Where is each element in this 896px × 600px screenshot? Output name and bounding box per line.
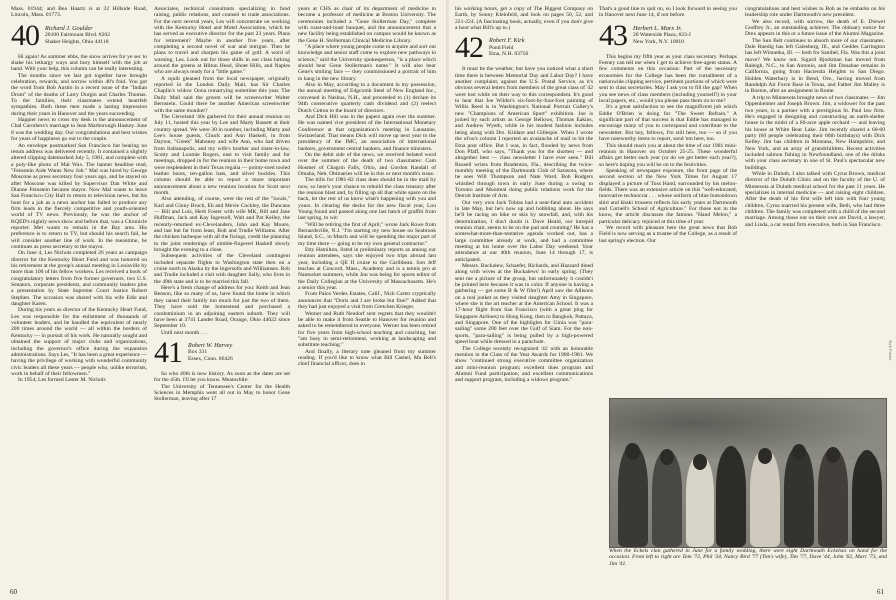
secretary-name: Robert W. Harvey xyxy=(188,341,233,349)
paragraph: Our very own Jack Tobias had a near-fatal auto accident in late May, but he's now up and hobbling about. He says he'll be racing on bike or skis by snowfall, and, with his determination, I don't doubt it. Dave Heald, our intrepid reunion chair, seems to be on the pad and counting? He has a somewhat-more-than-tentative agenda worked out, has a large committee already at work, and had a committee meeting at his home over the Labor Day weekend. Your attendance at our 40th reunion, June 14 through 17, is anticipated. xyxy=(455,199,593,263)
paragraph: An envelope postmarked San Francisco but bearing no return address was delivered recently. It contained a slightly altered clipping datemarked July 5, 1981, and complete with a poly-like photo of Mal Wax. The banner headline read, "Feinstein Aide Wants New Job." Mal was hired by George Moscone as press secretary four years ago, and he stayed on after Moscone was killed by Supervisor Dan White and Dianne Feinstein became mayor. Now Mal wants to leave San Francisco City Hall to return to television news, but his hunt for a job as a news anchor has failed to produce any firm leads in the fiercely competitive and youth-oriented world of TV news. Previously, he was the anchor of KQED's nightly news show and before that, was a Chronicle reporter. Mel wants to remain in the Bay area. His preference is to return to TV, but should his search fail, he will consider another line of work. In the meantime, he continues as press secretary to the mayor. xyxy=(11,142,147,250)
paragraph: That's a good line to quit on, so I look forward to seeing you in Hanover next June 14, if not before. xyxy=(599,6,737,19)
paragraph: Hi again! As summer ebbs, the snow arrives for ye sec to shake his lethargy ways and bury himself with the job at hand. With your help, this column can be really interesting. xyxy=(11,53,147,73)
left-page xyxy=(0,0,447,600)
photo-credit: Jack Foster xyxy=(888,340,893,361)
class-43-header xyxy=(599,18,737,52)
address-line: 20100 Fairmount Blvd. #202 xyxy=(45,32,110,39)
class-39-tail: Mass. 01944; and Bea Haartz is at 32 Hillside Road, Lincoln, Mass. 01773. xyxy=(11,6,147,19)
paragraph: This should reach you at about the time of our 1981 mini-reunion in Hanover on October 25-25. These wonderful affairs get better each year (or do we get better each year?), so here's hoping you will be on to the festivities. xyxy=(599,142,737,168)
address-line: Shaker Heights, Ohio 44118 xyxy=(45,38,109,45)
paragraph: We also record, with sorrow, the death of E. Drewel Godfrey Jr., an outstanding achiever. The obituary notice for Drex appears in this or a future issue of the Alumni Magazine. xyxy=(745,18,885,38)
paragraph: Here's a fresh change of address for you: Keith and Jean Benson, like so many of us, have found the home in which they raised their family too much for just the two of them. They have sold the homestead and purchased a condominium in an adjoining eastern suburb. They will have been at 3741 Lander Road, Orange, Ohio 44022 since September 10. xyxy=(154,285,290,330)
paragraph: Werner and Ruth Neudorf sent regrets that they wouldn't be able to make it from Seattle to Hanover for reunion and asked to be remembered to everyone. Werner has been retired for five years from high-school teaching and coaching, but "am busy in semi-retirement, working at landscaping and substitute teaching." xyxy=(298,310,436,349)
address-line: Pond Field xyxy=(489,44,514,51)
paragraph: It must be the weather, but have you noticed what a short time there is between Memorial Day and Labor Day? I have another complaint, against the U.S. Postal Service, as it's obvious several letters from members of the great class of '42 were lost while on their way to this correspondent. It's good to hear that Joe Wilder's six-foot-by-four-foot painting of Willis Reed is in Washington's National Portrait Gallery's new "Champions of American Sport" exhibition. Joe is joined by such artists as George Bellows, Thomas Eakins, and Andrew Wyeth, while in his modest fashion includes being along with Drs. Kildare and Gillespie. When I wrote the ol'ou's column I reported an avalanche of mail to hit the Etna post office. But I was, in fact, flooded by news from Don Pfaff, who says, "Thank you for the shortest — and altogether best — class newsletter I have ever seen." Bill Russell writes from Bradenton, Fla., describing the twice-monthly meeting of the Dartmouth Club of Sarasota, where he sees Will Thompson and Nate Ward. Bob Rodgers whistled through town in early June during a swing to Toronto and Montreal doing public relations work for the Detroit Institute of Arts. xyxy=(455,66,593,200)
paragraph: We record with pleasure here the great news that Bob Field is now serving as a trustee of the College, as a result of last spring's election. Our xyxy=(599,224,737,244)
paragraph: A trip to Minnesota brought news of two classmates — Jim Oppenheimer and Joseph Brown. Jim, a widower for the past two years, is a partner with a prestigious St. Paul law firm. He's engaged in designing and constructing an earth-shelter house in the midst of a 60-acre apple orchard — and leaving his house at White Bear Lake. Jim recently shared a 60-60 party (60 people celebrating their 60th birthdays) with Dick Kelley. Jim has children in Montana, New Hampshire, and New York, and an array of grandchildren. Recent activities included salmon fishing in Newfoundland, one of the drinks with your class secretary in one of St. Paul's spectacular new buildings. xyxy=(745,94,885,171)
paragraph: On June 4, Les Nichols completed 26 years as campaign director for the Kentucky Heart Fund and was honored on his retirement at the group's annual meeting in Louisville by more than 100 of his fellow workers. Les received a book of congratulatory letters from five former governors, two U.S. Senators, corporate presidents, and community leaders plus a presentation by State Supreme Court Justice Robert Stephen. The occasion was shared with his wife Edie and daughter Karen. xyxy=(11,250,147,308)
photo-caption: When the Eckels clan gathered in June for a family wedding, there were eight Dartmouth Eckelses on hand for the occasion. From left to right are Tom '72, Phil '34, Nancy Bird '77 (Tim's wife), Tim '77, Dave '44, John '62, Marc '73, and Jim '41. xyxy=(609,548,887,567)
paragraph: The months since we last got together have brought celebration, rewards, and sorrow within 40's fold. You got the word from Bob Austin in a recent issue of the "Indian Drum" of the deaths of Larry Durgin and Charles Thomas. To the families, their classmates extend heartfelt sympathies. Both these men made a lasting impression during their years in Hanover and the years succeeding. xyxy=(11,72,147,117)
person-figure xyxy=(686,457,714,547)
paragraph: Also in May, according to a document in my possession, the annual meeting of Edgcomb Steel of New England Inc., convened in Nashua, N.H., and proceeded to (1) declare its 94th consecutive quarterly cash dividend and (2) reelect Dutch Cotton to the board of directors. xyxy=(298,82,436,114)
person-head xyxy=(693,454,707,470)
photo-background xyxy=(610,399,886,459)
paragraph: While in Duluth, I also talked with Cyrus Brown, medical director of the Duluth Clinic and on the faculty of the U. of Minnesota at Duluth medical school for the past 11 years. He specializes in internal medicine — and raising eight children. After the death of his first wife left him with four young children, Cyrus married his present wife, Beth, who had three children. The family was completed with a child of the second marriage. Among those out on their own are David, a lawyer, and Linda, a car rental firm executive, both in San Francisco. xyxy=(745,170,885,228)
person-figure xyxy=(784,448,814,547)
paragraph: "Will be retiring the first of April," wrote Jack Rowe from Bernardsville, N.J. "I'm starting my new house on Seabrook Island, S.C., in March and will be spending the major part of my time there — going to be my own general contractor." xyxy=(298,221,436,247)
person-figure xyxy=(852,453,882,547)
paragraph: And Dick Hill was in the papers again over the summer. He was named vice president of the International Monetary Conference at that organization's meeting in Lausanne, Switzerland. That means Dick will move up next year to the presidency of the IMC, an association of international bankers, government central bankers, and finance ministers. xyxy=(298,113,436,152)
class-40-header xyxy=(11,18,147,52)
page-number: 61 xyxy=(877,588,884,596)
paragraph: years at CHS as chair of its department of medicine to become a professor of medicine at Boston University. The ceremonies included a "Gene Stollerman Day," complete with roast-and-toast banquet, and the announcement that a new facility being established on campus would be known as the Gene H. Stollerman Clinical Medicine Library. xyxy=(298,6,436,44)
person-figure xyxy=(716,449,746,547)
person-figure xyxy=(818,450,848,547)
secretary-name: Richard J. Goulder xyxy=(45,24,93,32)
secretary-name: Herbert L. Marx Jr. xyxy=(633,24,682,32)
person-figure xyxy=(618,447,648,547)
paragraph: Until next month . . . xyxy=(161,329,208,336)
paragraph: The Cleveland '40s gathered for their annual reunion on July 11, hosted this year by Lee and Marty Bassett at their country spread. We were 30 in number, including Marty and Lee's house guests, Chuck and Ann Haskell, in from Dayton, "Greek" Mahoney and wife Ann, who had driven from Indianapolis, and my wife's brother and sister-in-law, Scotty and Loomie Rogers, east to visit family and for meetings, dropped in for the reunion in their home town and were resplendent in their Texas regalia — pointy-toed tooled leather boots, ten-gallon hats, and silver buckles. This column should be able to report a more important announcement about a new reunion location for Scott next month. xyxy=(154,113,290,196)
paragraph: A squib gleaned from the local newspaper, originally reported in the London Daily Mail, has Sir Charles Chaplin's widow Oona remarrying sometime this year. The Daily Mail said the groom will be screenwriter Walter Bernstein. Could there be another American screenwriter with the same moniker? xyxy=(154,75,290,114)
class-secretary-address xyxy=(45,23,110,45)
paragraph: his working hours, get a copy of The Biggest Company on Earth, by Sonny Kleinfeld, and look on pages 50, 52, and 221-224. (A fascinating book, actually, even if you don't give a hoot what Bill's up to.) xyxy=(455,6,593,32)
address-line: Essex, Conn. 06426 xyxy=(188,355,233,362)
paragraph: Messrs. Buckalew, Schaefer, Richards, and Hazzard dined along with wives at the Buckalews' in early spring. (They sent me a picture of the group, but unfortunately it couldn't be printed here because it was in color. If anyone is having a gathering — get some B & W film!) April saw the Allisons on a real junket as they visited daughter Amy in Singapore, where she is the art teacher at the American School. It was a 17-hour flight from San Francisco (with a great plug for Singapore Airlines) to Hong Kong, then to Bangkok, Pattaya, and Singapore. One of the highlights for Ginia was "para-sailing" some 200 feet over the Gulf of Siam. For the non-sports, "para-sailing" is being pulled by a high-powered speed boat while dressed in a parachute. xyxy=(455,263,593,346)
paragraph: It's a great satisfaction to see the magnificent job which Eddie O'Brien is doing for "The Sweet Refrain." A significant part of that success is that Eddie has managed to encourage many of you to correspond and contribute to the newsletter. But hey, fellows, I'm still here, too — so if you have noteworthy items to report, send 'em here, too. xyxy=(599,104,737,143)
family-group-photo xyxy=(609,398,887,548)
person-head xyxy=(758,448,772,464)
paragraph: "A place where young people come to acquire and sort out knowledge and senior staff come to explore new pathways in science," said the University spokesperson, "is a place which should bear Gene Stollerman's name." It will also bear Gene's smiling face — they commissioned a portrait of him to hang in the new library. xyxy=(298,44,436,82)
paragraph: Speaking of newspaper exposure, the front page of the second section of the New York Times for August 17 displayed a picture of Tuss Hand, surrounded by his melon-fields. There was an extensive article on this "well-educated, innovative technocrat . . . whose uniform of blue buttondown shirt and khaki trousers reflects his early years at Dartmouth and Cornell's School of Agriculture." For those not in the know, the article discusses the famous "Hand Melon," a particular delicacy rejoiced at this time of year. xyxy=(599,167,737,225)
paragraph: The College recently recognized '42 with an honorable mention in the Class of the Year Awards for 1980-1981. We show "continued strong executive committee organization and mini-reunion program; excellent dues program and Alumni Fund participation; and excellent communications and support program, including a widows program." xyxy=(455,345,593,384)
paragraph: Also attending, of course, were the rest of the "locals," Karl and Ginny Bruch, Eb and Mevie Cockley, the Duncans — Bill and Lois, Herb Foster with wife MK, Bill and Jane Huffman, Jack and Kay Ingersoll, Walt and Pat Kelley, the recently-returned ex-Clevelanders, John and Kay Moore, and last but far from least, Bob and Trudie Williams. After the chicken barbeque with all the fixings, credit the planning to the joint renderings of nimble-fingered Haskell slowly brought the evening to a close. xyxy=(154,196,290,254)
class-number: 40 xyxy=(11,18,39,52)
class-secretary-address xyxy=(188,340,233,362)
left-column-1 xyxy=(11,6,147,584)
person-figure xyxy=(652,452,682,547)
paragraph: The bills for 1981-82 class dues should be in the mail by now, so here's your chance to rebuild the class treasury after the reunion blast and, by filling up all that white space on the back, let the rest of us know what's happening with you and yours. In clearing the decks for the new fiscal year, Lou Young found and passed along one last batch of graffiti from last spring, to wit: xyxy=(298,177,436,222)
person-head xyxy=(792,444,806,460)
paragraph: In 1954, Les formed Lester M. Nichols xyxy=(18,377,106,384)
paragraph: This begins my fifth year as your class secretary. Perhaps Feeney can tell me when I get to achieve free-agent status. A few comments on this occasion: Part of the necessary economies for the College has been the curtailment of a nationwide clipping service, pertinent portions of which were sent to class secretaries. May I ask you to fill the gap? When you see news of class members (including yourself!) in your local papers, etc., would you please pass them on to me? xyxy=(599,53,737,105)
paragraph: Etty Hamilton, listed in preliminary reports as among our reunion attendees, says she enjoyed two trips abroad last year, including a QE II cruise to the Caribbean. Son Jeff teaches at Concord, Mass., Academy and is a tennis pro at Nantucket summers, while Jon was being for sports editor of the Daily Collegian at the University of Massachusetts. He's a senior this year. xyxy=(298,247,436,292)
class-42-header xyxy=(455,31,593,65)
class-secretary-address xyxy=(489,35,528,57)
paragraph: The University of Tennessee's Center for the Health Sciences in Memphis went all out in May to honor Gene Stollerman, leaving after 17 xyxy=(154,383,290,403)
address-line: Etna, N.H. 03750 xyxy=(489,51,529,58)
person-head xyxy=(625,443,640,460)
class-41-header xyxy=(154,335,290,369)
paragraph: From Palos Verdes Estates, Calif., Nick Carter cryptically announces that "Doris and I are broke but fine!" Added that they had just enjoyed a visit from Gretchen Krieger. xyxy=(298,291,436,311)
right-column-3 xyxy=(745,6,885,392)
address-line: New York, N.Y. 10010 xyxy=(633,38,685,45)
person-head xyxy=(860,450,874,466)
right-column-1 xyxy=(455,6,593,584)
address-line: 20 Waterside Plaza, #23-J xyxy=(633,32,691,39)
paragraph: And finally, a literary note gleaned from my summer reading. If you'd like to know what Bill Cashel, Ma Bell's chief financial officer, does in xyxy=(298,348,436,368)
paragraph: On the debit side of the news, we received belated word over the summer of the death of two classmates: Cam Hosmer of Chagrin Falls, Ohio, and Gordon Randall of Omaha, Neb. Obituaries will be in this or next month's issue. xyxy=(298,151,436,177)
paragraph: The Sun Belt continues to absorb more of our classmates. Dale Ruedig has left Galesburg, Ill., and Geddes Carrington has left Winnetka, Ill. — both for Sanibel, Fla. Was this a joint move? We know not. Sigurd Bjorkman has moved from Raleigh, N.C., to San Antonio, and Jim Donahue remains in California, going from Hacienda Heights to San Diego. Holden Waterbury is in Bend, Ore., having moved from Randolph Air Force Base in Texas, and Father Jim Malley is in Boston, after an assignment in Rome. xyxy=(745,37,885,95)
person-head xyxy=(826,447,840,463)
paragraph: congratulations and best wishes to Bob as he embarks on his leadership role under Dartmouth's new president. xyxy=(745,6,885,19)
class-number: 42 xyxy=(455,31,483,65)
page-number: 60 xyxy=(10,588,17,596)
secretary-name: Robert F. Kirk xyxy=(489,37,525,45)
address-line: Box 331 xyxy=(188,349,208,356)
class-number: 41 xyxy=(154,335,182,369)
paragraph: Associates, technical consultants specializing in fund raising, public relations, and counsel to trade associations. For the next several years, Les will concentrate on working with the Kentucky Hotel and Motel Association, which he has served as executive director for the past 23 years. Plans for retirement? Maybe in another five years, after completing a second novel of war and intrigue. Then he plans to travel and sharpen his game of golf. A word of warning, Les. Look out for those shills in our class lurking around the greens at Hilton Head, Shoet Hills, and Naples who are always ready for a "little game." xyxy=(154,6,290,76)
paragraph: Subsequent activities of the Cleveland contingent included separate flights to Washington state then on a cruise north to Alaska by the Ingersolls and Williamses. Bob and Trudie included a visit with daughter Sally, who lives in the 49th state and is to be married this fall. xyxy=(154,253,290,285)
class-secretary-address xyxy=(633,23,691,45)
person-head xyxy=(660,449,674,465)
right-column-2 xyxy=(599,6,737,392)
left-column-3 xyxy=(298,6,436,584)
left-column-2 xyxy=(154,6,290,584)
paragraph: During his years as director of the Kentucky Heart Fund, Les was responsible for the enlistment of thousands of volunteer leaders, and he handled the equivalent of nearly 200 times around the world — all within the borders of Kentucky — in pursuit of his work. He naturally sought and obtained the support of major clubs and organizations, including the governor's office during the expansion administrations. Says Les, "It has been a great experience — having the privilege of working with wonderful community civic leaders all these years — people who, unlike terrorists, work in behalf of their fellowmen." xyxy=(11,307,147,377)
class-number: 43 xyxy=(599,18,627,52)
person-head xyxy=(724,446,738,462)
paragraph: Happier news to cross my desk is the announcement of Chal Carothers's marriage to Jean Marborough Haskey. June 8 was the wedding day. Our congratulations and best wishes for years of happiness go out to the couple. xyxy=(11,117,147,143)
paragraph: So who 40th is now history. As soon as the dates are set for the 45th. I'll let you know. Meanwhile: xyxy=(154,370,290,384)
person-figure xyxy=(750,451,780,547)
